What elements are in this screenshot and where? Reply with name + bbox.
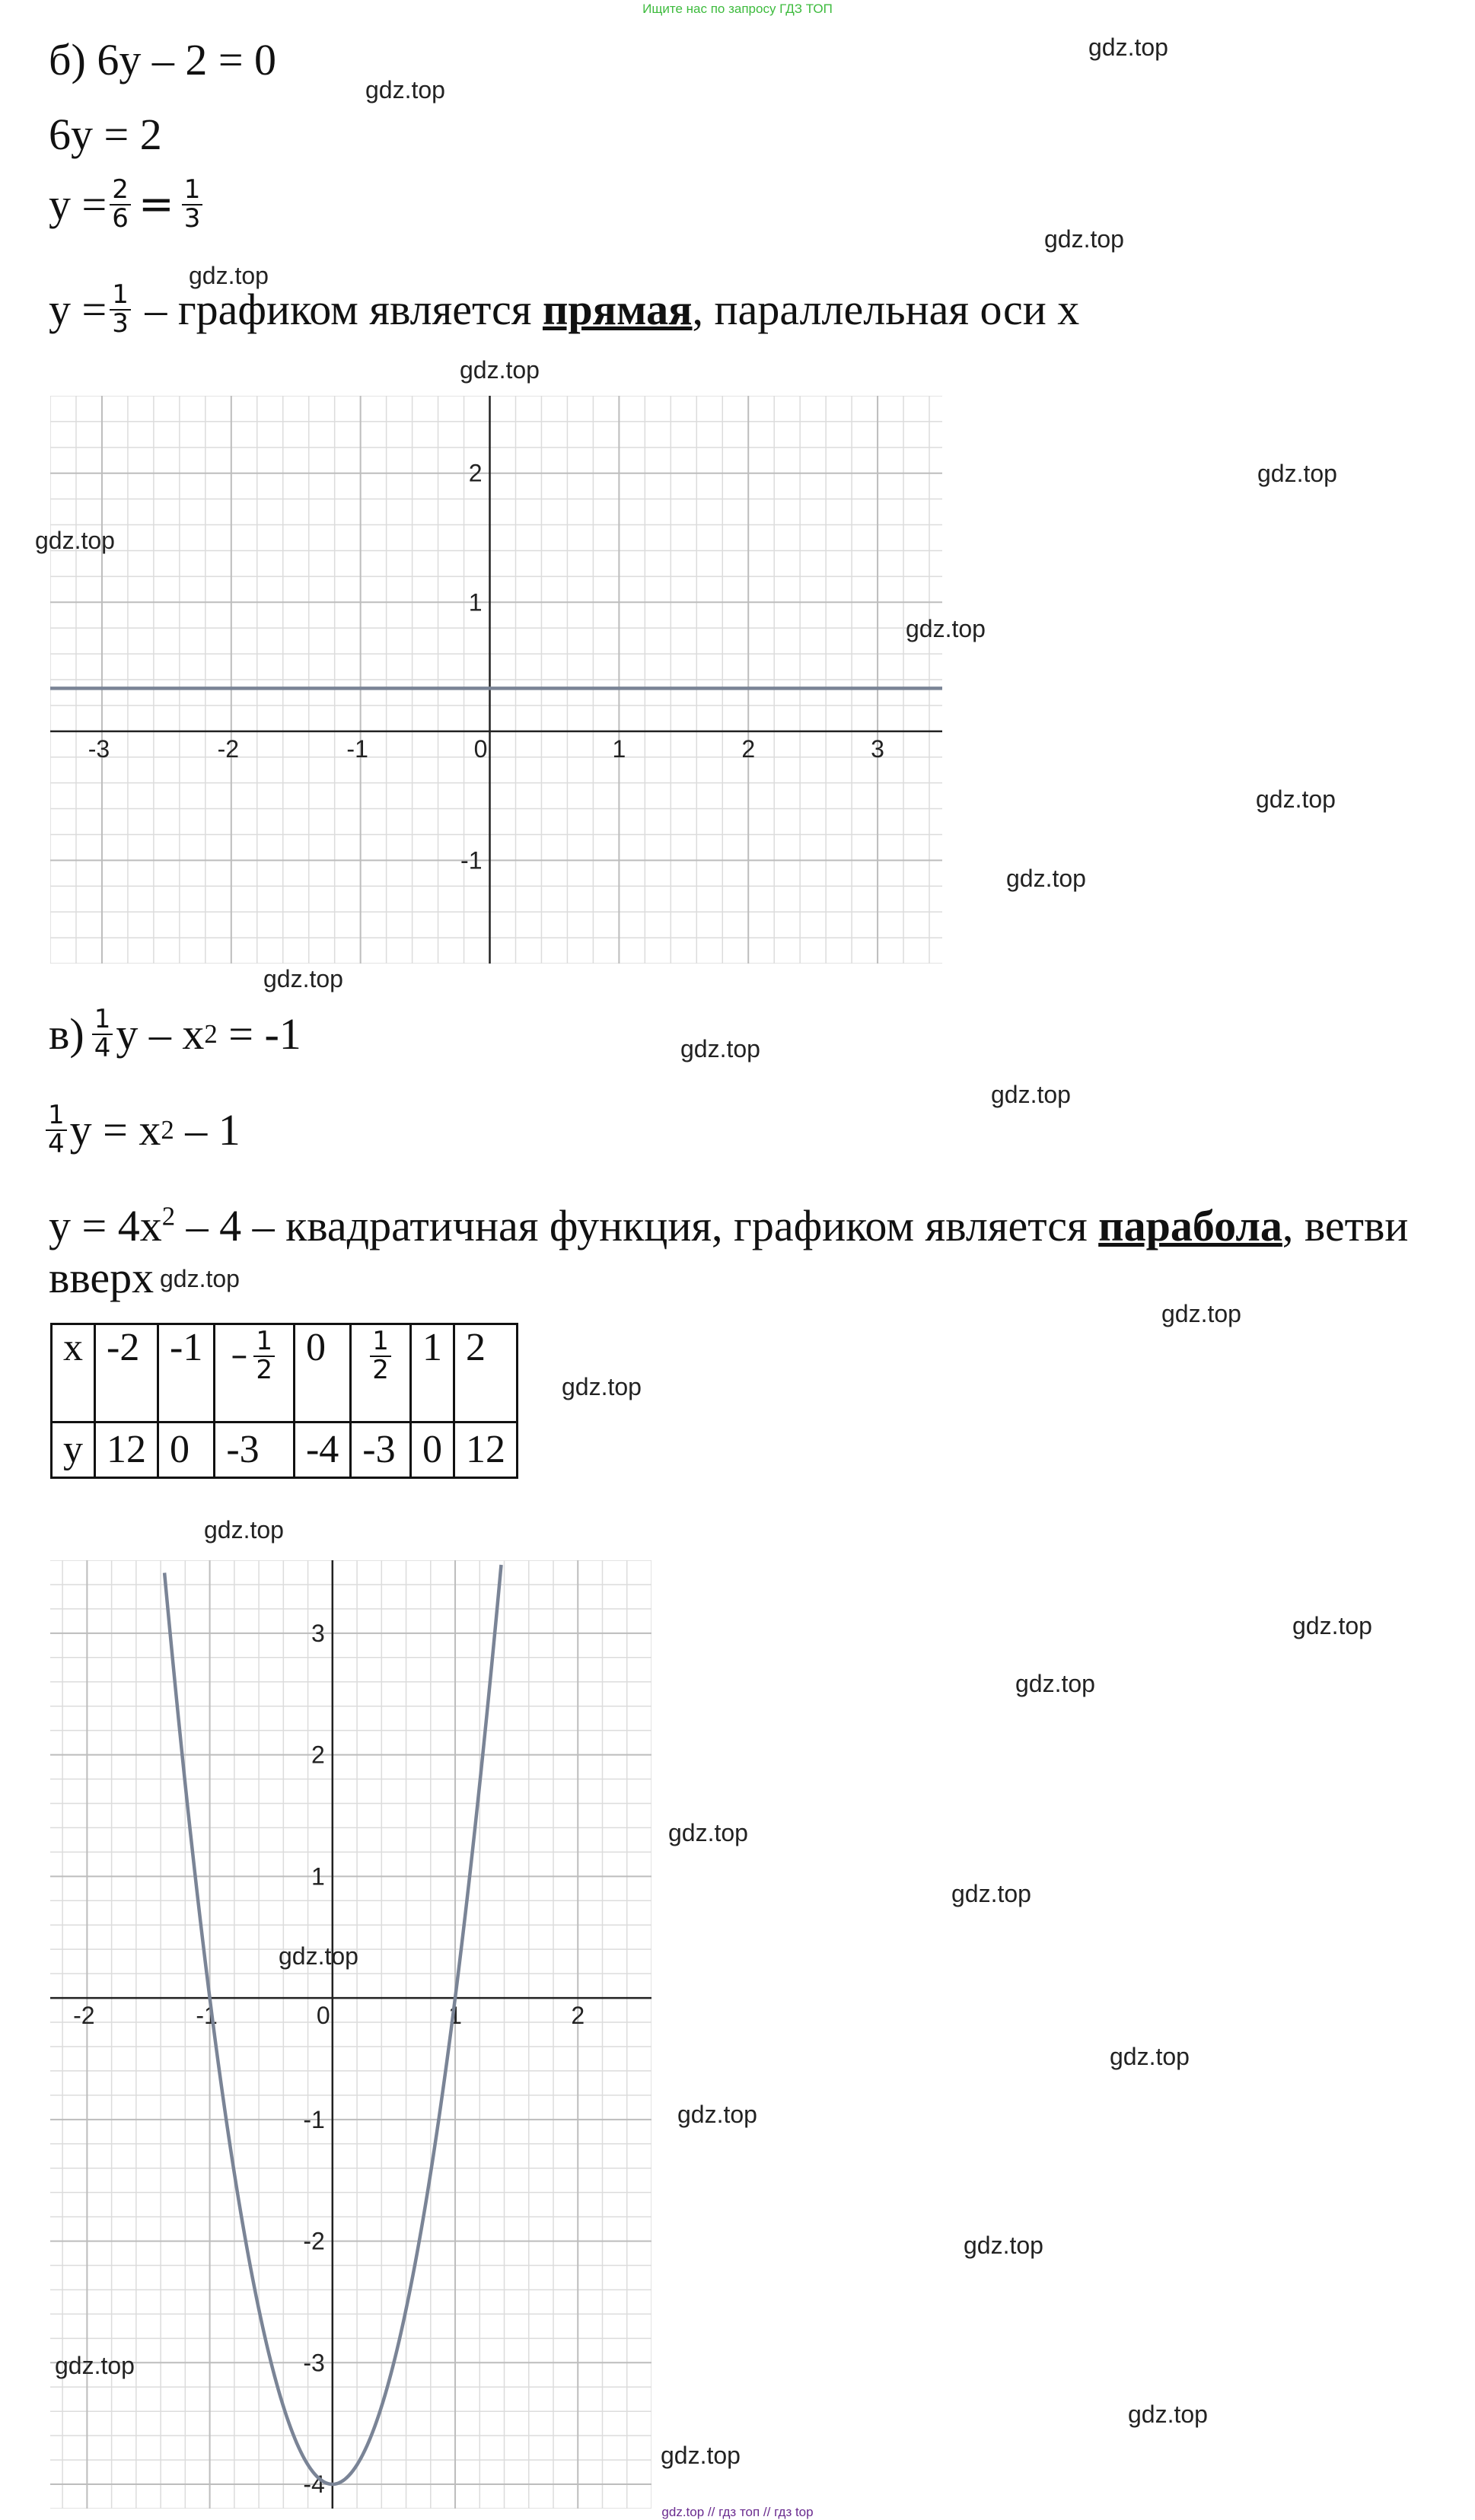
eq-text: , ветви [1282,1201,1409,1250]
watermark: gdz.top [906,615,986,642]
x-tick-label: -2 [73,2002,95,2030]
equals-sign: = [138,179,174,229]
y-tick-label: -1 [460,846,483,875]
x-tick-label: -1 [346,734,368,763]
watermark: gdz.top [204,1516,284,1544]
x-tick-label: 2 [741,734,756,763]
minus-sign: – [231,1336,248,1375]
frac-num: 2 [110,177,131,205]
table-row-x [52,1324,518,1422]
table-cell: -3 [351,1422,411,1478]
watermark: gdz.top [1110,2043,1190,2070]
watermark: gdz.top [189,262,269,289]
eq-text: – 4 – квадратичная функция, графиком является [175,1201,1099,1250]
part-v-eq3 [49,1201,1409,1250]
x-tick-label: -3 [88,734,110,763]
frac-den: 3 [183,202,201,234]
table-cell: 12 [95,1422,158,1478]
watermark: gdz.top [1256,785,1336,813]
frac-num: 1 [46,1102,67,1131]
part-b-eq1-text: 6y – 2 = 0 [97,35,277,84]
table-row-y [52,1422,518,1478]
watermark: gdz.top [1128,2401,1208,2428]
watermark: gdz.top [562,1373,642,1400]
frac-num: 1 [92,1006,113,1035]
x-tick-label: 0 [473,734,488,763]
table-cell-half [351,1324,411,1422]
eq-text: y = 4x [49,1201,162,1250]
x-tick-label: 1 [448,2002,462,2030]
y-tick-label: 3 [311,1619,325,1647]
eq-text: y = x [69,1104,161,1155]
watermark: gdz.top [55,2352,135,2379]
line-chart-y-one-third [50,396,942,964]
watermark: gdz.top [680,1035,760,1062]
x-tick-label: 1 [612,734,626,763]
x-tick-label: 2 [571,2002,585,2030]
table-cell: -1 [158,1324,215,1422]
keyword-line: прямая [542,284,693,334]
watermark: gdz.top [1088,33,1168,61]
y-tick-label: 1 [311,1862,325,1891]
part-v-eq1: в) $\frac{1}{4}$ y – x 2 = -1 [49,1004,301,1063]
fraction-1-2 [370,1328,391,1384]
frac-den: 6 [112,202,129,234]
part-b-eq1 [49,35,277,84]
eq-text: – 1 [174,1104,241,1155]
eq4-lhs: y = [49,284,107,334]
watermark: gdz.top [1257,460,1337,487]
exponent: 2 [161,1201,176,1231]
table-cell: 0 [294,1324,350,1422]
values-table [50,1323,518,1479]
footer-note[interactable]: gdz.top // гдз топ // гдз top [661,2505,814,2519]
watermark: gdz.top [1006,865,1086,892]
eq-text: y – x [116,1008,205,1059]
table-header-x: x [52,1324,95,1422]
fraction-1-4 [92,1006,113,1062]
part-v-eq2: $\frac{1}{4}$ y = x 2 – 1 [46,1102,241,1158]
table-cell: 0 [158,1422,215,1478]
watermark: gdz.top [1015,1670,1095,1697]
part-b-eq2: 6y = 2 [49,110,162,159]
frac-num: 1 [253,1328,275,1357]
frac-den: 3 [112,307,129,339]
y-tick-label: 1 [468,588,483,616]
frac-den: 2 [256,1354,272,1385]
watermark: gdz.top [279,1942,358,1970]
y-tick-label: -4 [303,2471,325,2499]
x-tick-label: -1 [196,2002,218,2030]
frac-den: 2 [372,1354,389,1385]
frac-num: 1 [110,282,131,311]
watermark: gdz.top [1161,1300,1241,1327]
watermark: gdz.top [1044,225,1124,253]
part-b-eq3 [49,174,205,234]
watermark: gdz.top [661,2442,741,2469]
part-v-label: в) [49,1008,84,1059]
fraction-1-2 [253,1328,275,1384]
table-cell: 0 [410,1422,454,1478]
eq4-text: – графиком является [133,284,543,334]
watermark: gdz.top [365,76,445,104]
watermark: gdz.top [460,356,540,384]
parabola-chart [50,1560,651,2509]
frac-den: 4 [94,1032,111,1063]
y-tick-label: -1 [303,2105,325,2133]
part-b-label: б) [49,35,86,84]
fraction-2-6 [110,174,131,234]
eq3-lhs: y = [49,179,107,229]
watermark: gdz.top [1292,1612,1372,1639]
watermark: gdz.top [668,1819,748,1846]
watermark: gdz.top [677,2101,757,2128]
eq4-text-post: , параллельная оси x [692,284,1080,334]
y-tick-label: 2 [311,1741,325,1769]
table-cell: -2 [95,1324,158,1422]
fraction-1-3 [182,174,203,234]
table-cell: 12 [454,1422,517,1478]
y-tick-label: -3 [303,2349,325,2377]
part-b-eq4 [49,279,1080,339]
x-tick-label: 0 [316,2002,330,2030]
keyword-parabola: парабола [1098,1201,1282,1250]
watermark: gdz.top [35,527,115,554]
frac-den: 4 [48,1128,65,1159]
y-tick-label: 2 [468,459,483,487]
frac-num: 1 [182,177,203,205]
watermark: gdz.top [951,1880,1031,1907]
watermark: gdz.top [160,1265,240,1292]
frac-num: 1 [370,1328,391,1357]
fraction-1-4 [46,1102,67,1158]
eq-text: = -1 [217,1008,301,1059]
watermark: gdz.top [263,965,343,992]
header-note[interactable]: Ищите нас по запросу ГДЗ ТОП [642,2,833,16]
y-tick-label: -2 [303,2227,325,2255]
table-cell: -3 [215,1422,295,1478]
table-cell: 1 [410,1324,454,1422]
watermark: gdz.top [991,1081,1071,1108]
x-tick-label: -2 [217,734,240,763]
table-cell: 2 [454,1324,517,1422]
watermark: gdz.top [964,2232,1043,2259]
x-tick-label: 3 [871,734,884,763]
table-header-y: y [52,1422,95,1478]
table-cell: -4 [294,1422,350,1478]
fraction-1-3 [110,279,131,339]
part-v-eq3-line2: вверх [49,1253,155,1302]
table-cell-neg-half [215,1324,295,1422]
